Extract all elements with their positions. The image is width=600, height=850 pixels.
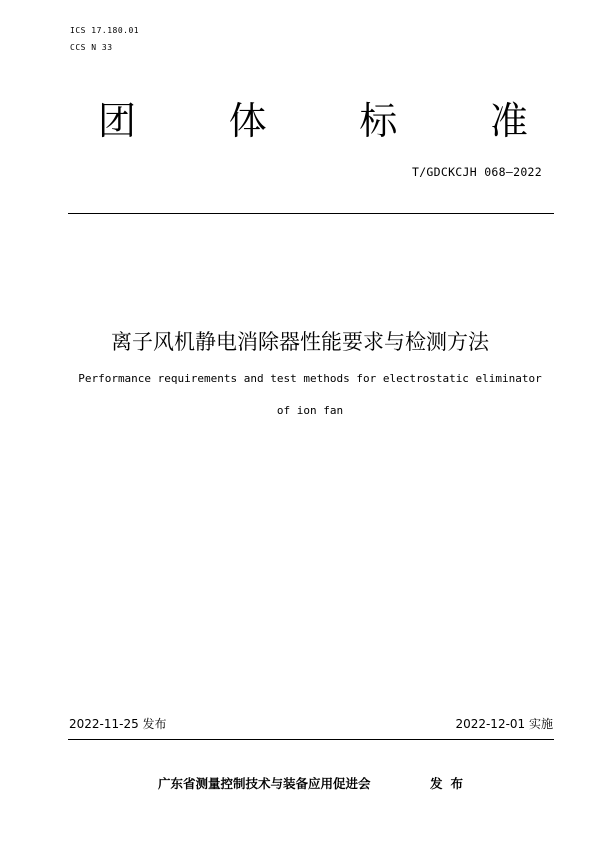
document-type-char: 准 [489,99,528,143]
bottom-divider [68,739,554,740]
ccs-code: CCS N 33 [70,43,113,52]
issue-date: 2022-11-25 发布 [69,717,167,731]
top-divider [68,213,554,214]
publish-label: 发布 [430,776,472,791]
title-english-line-2: of ion fan [276,404,344,417]
document-type-char: 体 [228,99,267,143]
document-type-char: 团 [98,99,137,143]
document-type-char: 标 [359,99,398,143]
standard-number: T/GDCKCJH 068—2022 [411,165,542,179]
ics-code: ICS 17.180.01 [70,26,140,35]
title-chinese: 离子风机静电消除器性能要求与检测方法 [111,330,489,354]
implementation-date: 2022-12-01 实施 [455,717,553,731]
title-english-line-1: Performance requirements and test methods for electrostatic eliminator [78,372,542,385]
publisher-name: 广东省测量控制技术与装备应用促进会 [158,776,371,791]
document-type-heading [98,96,528,146]
